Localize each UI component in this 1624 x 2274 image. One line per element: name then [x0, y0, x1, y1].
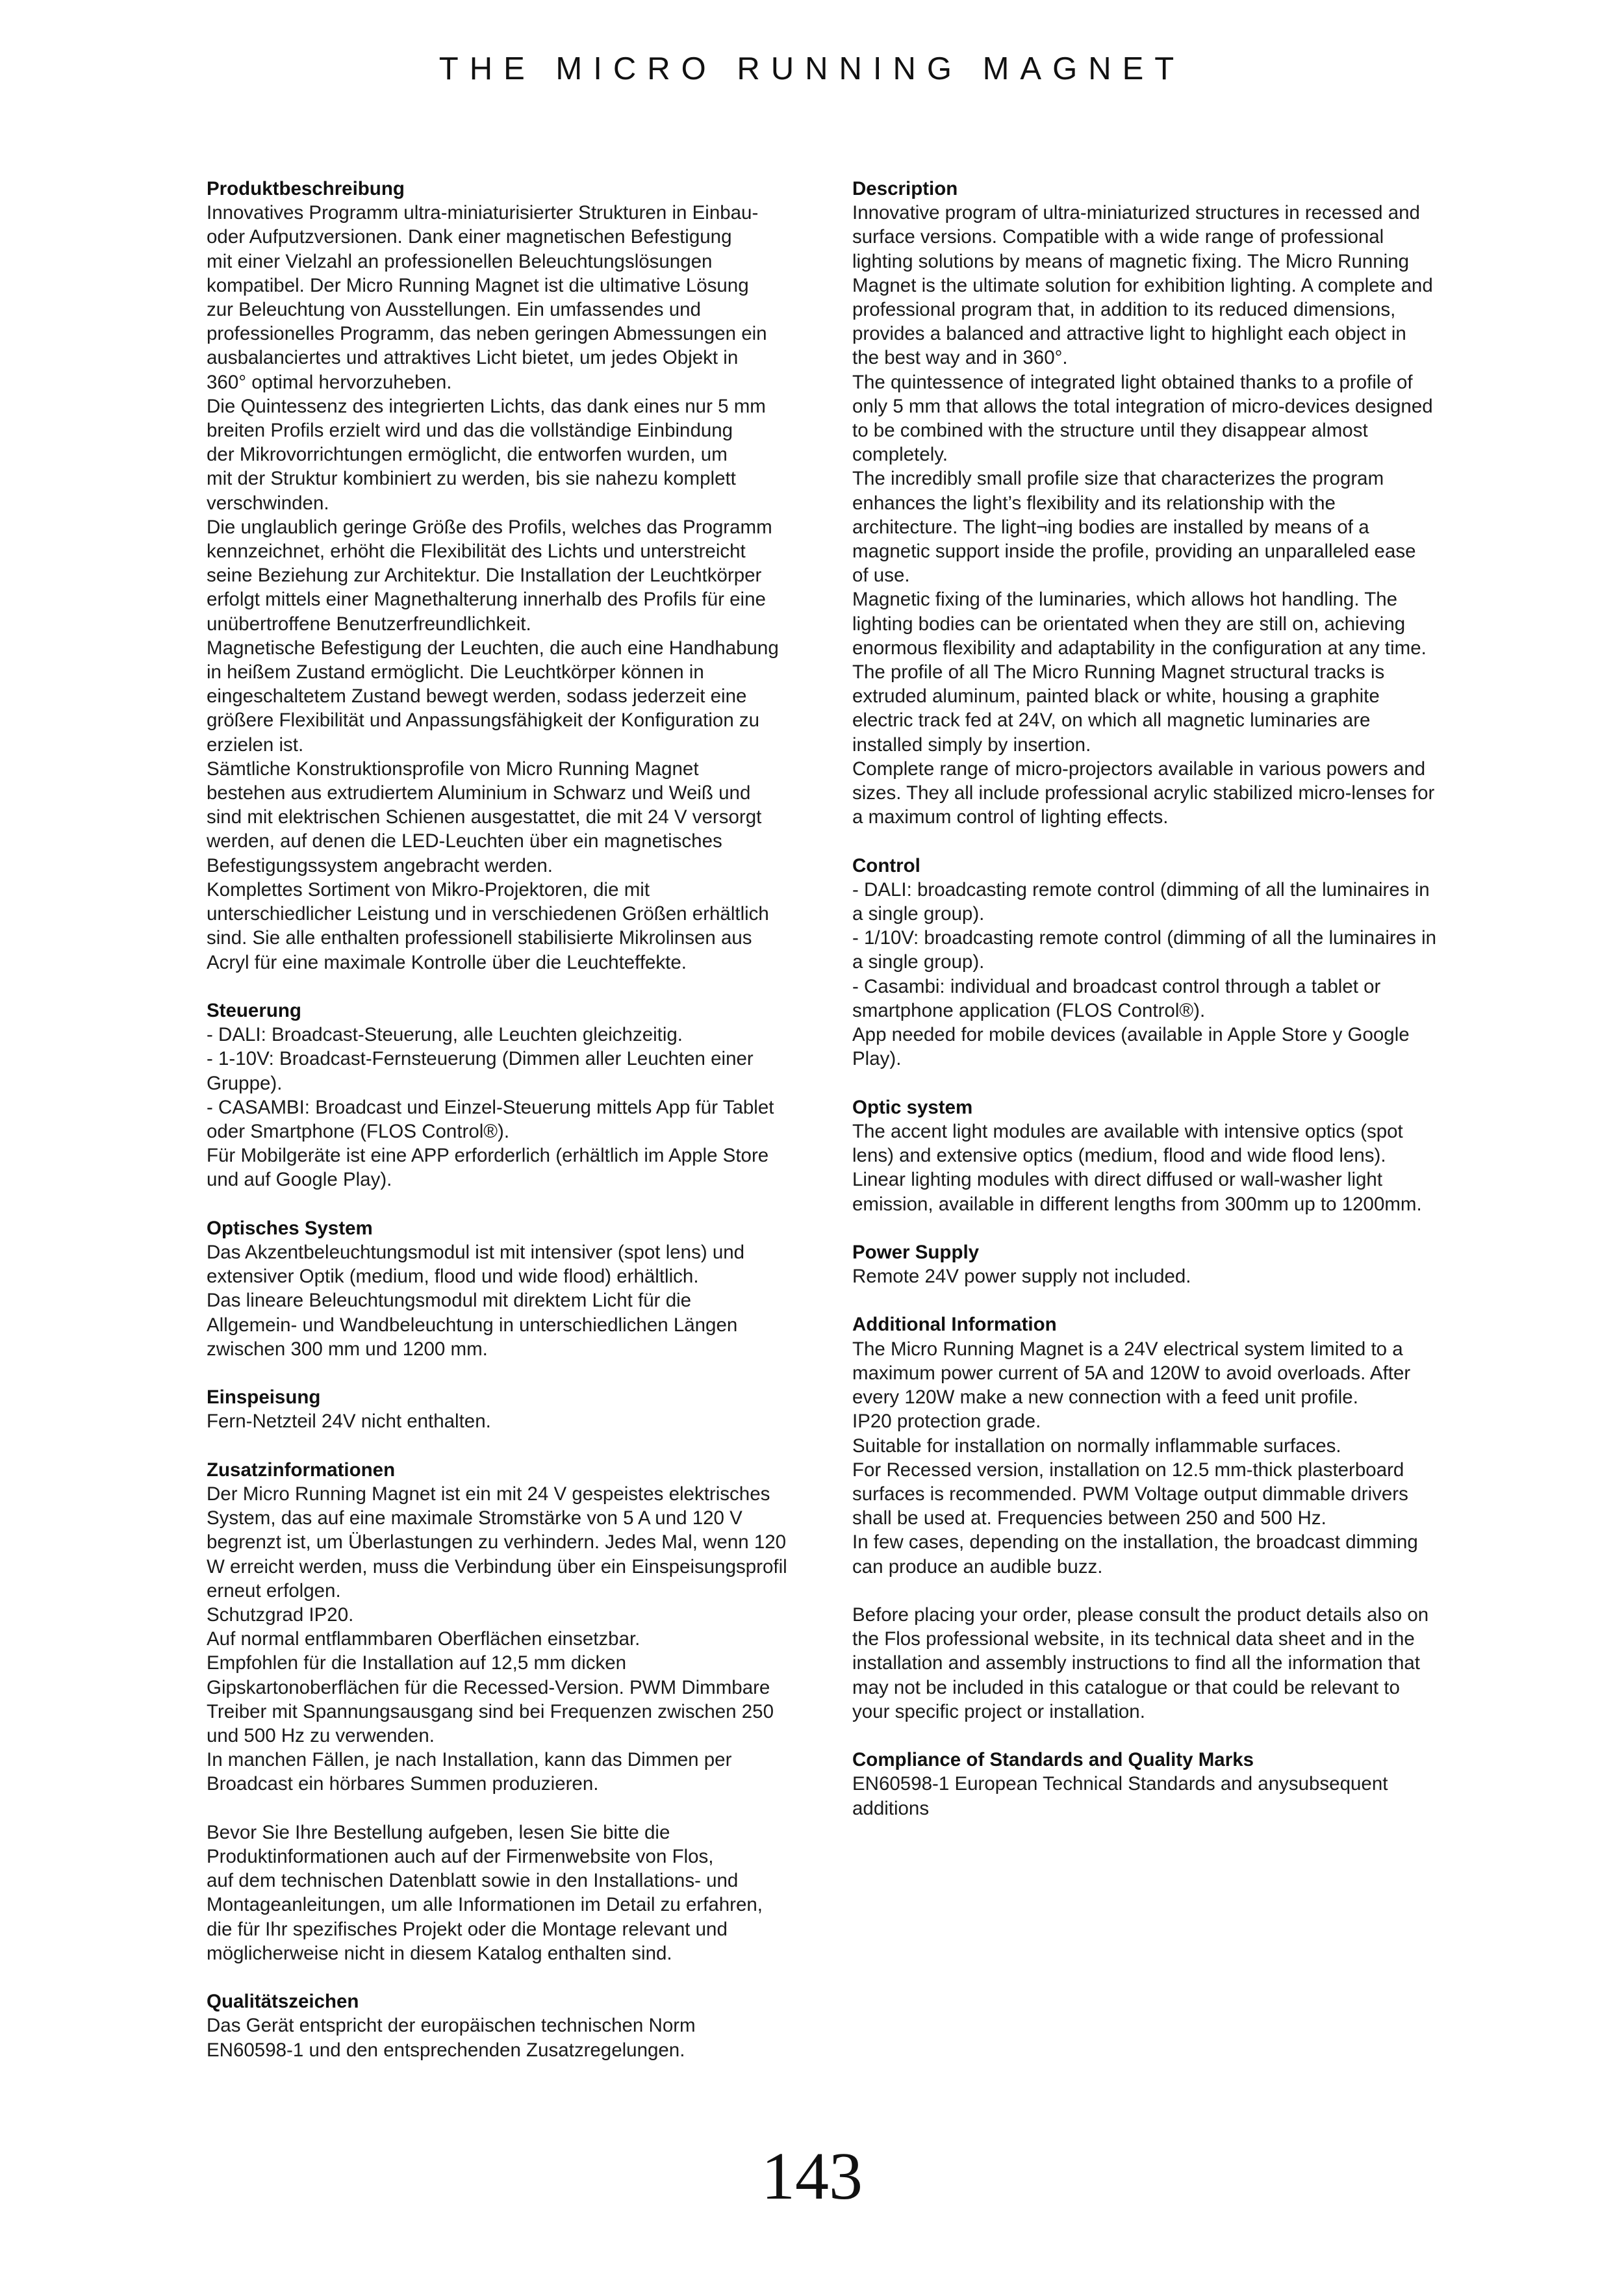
- text-line: Empfohlen für die Installation auf 12,5 mm dicken: [207, 1652, 627, 1674]
- text-line: surfaces is recommended. PWM Voltage output dimmable drivers: [852, 1483, 1408, 1505]
- text-line: your specific project or installation.: [852, 1700, 1145, 1722]
- text-line: Magnetische Befestigung der Leuchten, die auch eine Handhabung: [207, 637, 779, 659]
- text-line: Suitable for installation on normally inflammable surfaces.: [852, 1435, 1341, 1457]
- section-de-0: [207, 177, 830, 975]
- section-en-0: [852, 177, 1468, 829]
- text-line: werden, auf denen die LED-Leuchten über ein magnetisches: [207, 830, 722, 852]
- text-line: Das Akzentbeleuchtungsmodul ist mit intensiver (spot lens) und: [207, 1241, 745, 1263]
- text-line: - CASAMBI: Broadcast und Einzel-Steuerung mittels App für Tablet: [207, 1096, 774, 1118]
- text-line: The incredibly small profile size that characterizes the program: [852, 468, 1384, 490]
- text-line: oder Aufputzversionen. Dank einer magnetischen Befestigung: [207, 226, 732, 248]
- text-line: unterschiedlicher Leistung und in verschiedenen Größen erhältlich: [207, 903, 769, 925]
- text-line: 360° optimal hervorzuheben.: [207, 371, 452, 393]
- text-line: Die unglaublich geringe Größe des Profils, welches das Programm: [207, 516, 772, 538]
- section-de-6: [207, 1989, 830, 2062]
- text-line: Produktinformationen auch auf der Firmenwebsite von Flos,: [207, 1845, 714, 1867]
- text-line: Montageanleitungen, um alle Informationen im Detail zu erfahren,: [207, 1894, 763, 1916]
- text-line: Linear lighting modules with direct diffused or wall-washer light: [852, 1169, 1383, 1191]
- text-line: additions: [852, 1797, 930, 1819]
- text-line: professionelles Programm, das neben geringen Abmessungen ein: [207, 323, 767, 345]
- text-line: a single group).: [852, 903, 985, 925]
- text-line: kompatibel. Der Micro Running Magnet ist die ultimative Lösung: [207, 274, 749, 296]
- text-line: installation and assembly instructions to find all the information that: [852, 1652, 1420, 1674]
- text-line: Das lineare Beleuchtungsmodul mit direktem Licht für die: [207, 1290, 692, 1312]
- text-line: Before placing your order, please consult the product details also on: [852, 1603, 1429, 1626]
- text-line: In few cases, depending on the installation, the broadcast dimming: [852, 1531, 1418, 1553]
- text-line: erneut erfolgen.: [207, 1579, 341, 1602]
- text-line: bestehen aus extrudiertem Aluminium in Schwarz und Weiß und: [207, 782, 751, 804]
- text-line: completely.: [852, 444, 948, 466]
- text-line: Treiber mit Spannungsausgang sind bei Frequenzen zwischen 250: [207, 1700, 774, 1722]
- text-line: IP20 protection grade.: [852, 1411, 1041, 1433]
- text-line: The quintessence of integrated light obtained thanks to a profile of: [852, 371, 1413, 393]
- text-line: The Micro Running Magnet is a 24V electrical system limited to a: [852, 1338, 1403, 1360]
- text-line: - 1/10V: broadcasting remote control (dimming of all the luminaires in: [852, 927, 1437, 949]
- text-line: auf dem technischen Datenblatt sowie in den Installations- und: [207, 1870, 739, 1892]
- text-line: Innovative program of ultra-miniaturized structures in recessed and: [852, 202, 1420, 224]
- text-line: For Recessed version, installation on 12.5 mm-thick plasterboard: [852, 1459, 1404, 1481]
- section-en-3: [852, 1240, 1468, 1288]
- text-line: unübertroffene Benutzerfreundlichkeit.: [207, 613, 531, 635]
- section-heading: Qualitätszeichen: [207, 1991, 359, 2013]
- text-line: Gipskartonoberflächen für die Recessed-Version. PWM Dimmbare: [207, 1676, 770, 1698]
- text-line: die für Ihr spezifisches Projekt oder die Montage relevant und: [207, 1918, 728, 1940]
- text-line: may not be included in this catalogue or that could be relevant to: [852, 1676, 1400, 1698]
- text-line: Innovatives Programm ultra-miniaturisierter Strukturen in Einbau-: [207, 202, 759, 224]
- german-column: [207, 177, 830, 2086]
- text-line: enormous flexibility and adaptability in the configuration at any time.: [852, 637, 1427, 659]
- section-heading: Einspeisung: [207, 1386, 321, 1409]
- section-heading: Steuerung: [207, 999, 301, 1021]
- text-line: und 500 Hz zu verwenden.: [207, 1724, 435, 1746]
- text-line: Der Micro Running Magnet ist ein mit 24 V gespeistes elektrisches: [207, 1483, 770, 1505]
- text-line: the best way and in 360°.: [852, 347, 1068, 369]
- text-line: Komplettes Sortiment von Mikro-Projektoren, die mit: [207, 878, 650, 901]
- section-en-1: [852, 854, 1468, 1071]
- text-line: mit der Struktur kombiniert zu werden, bis sie nahezu komplett: [207, 468, 736, 490]
- text-line: - Casambi: individual and broadcast control through a tablet or: [852, 975, 1381, 997]
- text-line: zwischen 300 mm und 1200 mm.: [207, 1338, 488, 1360]
- text-line: zur Beleuchtung von Ausstellungen. Ein umfassendes und: [207, 299, 701, 321]
- text-line: Für Mobilgeräte ist eine APP erforderlich (erhältlich im Apple Store: [207, 1145, 769, 1167]
- text-line: to be combined with the structure until they disappear almost: [852, 420, 1368, 442]
- text-line: möglicherweise nicht in diesem Katalog enthalten sind.: [207, 1942, 672, 1964]
- text-line: sind mit elektrischen Schienen ausgestattet, die mit 24 V versorgt: [207, 806, 762, 828]
- text-line: Play).: [852, 1048, 902, 1070]
- text-line: Sämtliche Konstruktionsprofile von Micro Running Magnet: [207, 758, 699, 780]
- section-heading: Zusatzinformationen: [207, 1459, 396, 1481]
- text-line: oder Smartphone (FLOS Control®).: [207, 1120, 510, 1142]
- text-line: a single group).: [852, 951, 985, 973]
- section-heading: Power Supply: [852, 1241, 980, 1263]
- text-line: - 1-10V: Broadcast-Fernsteuerung (Dimmen aller Leuchten einer: [207, 1048, 754, 1070]
- text-line: kennzeichnet, erhöht die Flexibilität des Lichts und unterstreicht: [207, 541, 746, 563]
- section-en-2: [852, 1095, 1468, 1216]
- text-line: Remote 24V power supply not included.: [852, 1266, 1191, 1288]
- section-de-3: [207, 1385, 830, 1433]
- text-line: erfolgt mittels einer Magnethalterung innerhalb des Profils für eine: [207, 589, 766, 611]
- text-line: erzielen ist.: [207, 734, 304, 756]
- text-line: Gruppe).: [207, 1072, 283, 1094]
- section-en-5: [852, 1603, 1468, 1724]
- text-line: W erreicht werden, muss die Verbindung über ein Einspeisungsprofil: [207, 1555, 787, 1578]
- text-line: App needed for mobile devices (available in Apple Store y Google: [852, 1024, 1410, 1046]
- page-title: THE MICRO RUNNING MAGNET: [438, 51, 1186, 86]
- text-line: EN60598-1 und den entsprechenden Zusatzregelungen.: [207, 2039, 685, 2061]
- text-line: shall be used at. Frequencies between 250 and 500 Hz.: [852, 1507, 1326, 1529]
- text-line: lighting bodies can be orientated when they are still on, achieving: [852, 613, 1406, 635]
- text-line: eingeschaltetem Zustand bewegt werden, sodass jederzeit eine: [207, 685, 747, 708]
- page-number: 143: [761, 2139, 863, 2214]
- section-en-4: [852, 1312, 1468, 1578]
- text-line: Broadcast ein hörbares Summen produzieren.: [207, 1773, 599, 1795]
- text-line: Fern-Netzteil 24V nicht enthalten.: [207, 1411, 491, 1433]
- text-line: The accent light modules are available with intensive optics (spot: [852, 1120, 1403, 1142]
- section-heading: Optic system: [852, 1096, 973, 1118]
- section-de-5: [207, 1820, 830, 1965]
- text-line: electric track fed at 24V, on which all magnetic luminaries are: [852, 709, 1371, 732]
- section-de-1: [207, 999, 830, 1192]
- text-line: sizes. They all include professional acrylic stabilized micro-lenses for: [852, 782, 1435, 804]
- text-line: und auf Google Play).: [207, 1169, 392, 1191]
- section-heading: Produktbeschreibung: [207, 178, 405, 199]
- text-line: enhances the light’s flexibility and its relationship with the: [852, 492, 1336, 514]
- text-line: größere Flexibilität und Anpassungsfähigkeit der Konfiguration zu: [207, 709, 760, 732]
- text-line: begrenzt ist, um Überlastungen zu verhindern. Jedes Mal, wenn 120: [207, 1531, 787, 1553]
- text-line: The profile of all The Micro Running Magnet structural tracks is: [852, 661, 1385, 683]
- text-line: Auf normal entflammbaren Oberflächen einsetzbar.: [207, 1628, 641, 1650]
- text-line: EN60598-1 European Technical Standards and anysubsequent: [852, 1773, 1388, 1795]
- text-line: In manchen Fällen, je nach Installation, kann das Dimmen per: [207, 1749, 732, 1771]
- text-line: Schutzgrad IP20.: [207, 1603, 354, 1626]
- text-line: sind. Sie alle enthalten professionell stabilisierte Mikrolinsen aus: [207, 927, 752, 949]
- text-line: Magnet is the ultimate solution for exhibition lighting. A complete and: [852, 274, 1433, 296]
- text-line: magnetic support inside the profile, providing an unparalleled ease: [852, 541, 1416, 563]
- text-line: ausbalanciertes und attraktives Licht bietet, um jedes Objekt in: [207, 347, 739, 369]
- text-line: Die Quintessenz des integrierten Lichts, das dank eines nur 5 mm: [207, 395, 766, 417]
- text-line: the Flos professional website, in its technical data sheet and in the: [852, 1628, 1415, 1650]
- section-heading: Additional Information: [852, 1314, 1057, 1336]
- section-de-4: [207, 1458, 830, 1796]
- text-line: breiten Profils erzielt wird und das die vollständige Einbindung: [207, 420, 733, 442]
- text-line: Acryl für eine maximale Kontrolle über die Leuchteffekte.: [207, 951, 687, 973]
- english-column: [852, 177, 1468, 1845]
- text-line: Bevor Sie Ihre Bestellung aufgeben, lesen Sie bitte die: [207, 1821, 670, 1843]
- text-line: in heißem Zustand ermöglicht. Die Leuchtkörper können in: [207, 661, 704, 683]
- text-line: System, das auf eine maximale Stromstärke von 5 A und 120 V: [207, 1507, 742, 1529]
- text-line: lighting solutions by means of magnetic fixing. The Micro Running: [852, 250, 1410, 272]
- text-line: installed simply by insertion.: [852, 734, 1091, 756]
- section-heading: Control: [852, 854, 920, 876]
- text-line: surface versions. Compatible with a wide range of professional: [852, 226, 1384, 248]
- text-line: emission, available in different lengths from 300mm up to 1200mm.: [852, 1193, 1422, 1215]
- text-line: der Mikrovorrichtungen ermöglicht, die entworfen wurden, um: [207, 444, 728, 466]
- text-line: mit einer Vielzahl an professionellen Beleuchtungslösungen: [207, 250, 713, 272]
- section-heading: Description: [852, 178, 958, 199]
- text-line: Complete range of micro-projectors available in various powers and: [852, 758, 1426, 780]
- text-line: Magnetic fixing of the luminaries, which allows hot handling. The: [852, 589, 1398, 611]
- section-heading: Optisches System: [207, 1217, 373, 1239]
- section-en-6: [852, 1748, 1468, 1820]
- text-line: lens) and extensive optics (medium, flood and wide flood lens).: [852, 1145, 1386, 1167]
- text-line: verschwinden.: [207, 492, 329, 514]
- text-line: provides a balanced and attractive light to highlight each object in: [852, 323, 1406, 345]
- section-heading: Compliance of Standards and Quality Marks: [852, 1749, 1254, 1771]
- text-line: Befestigungssystem angebracht werden.: [207, 854, 553, 876]
- text-line: of use.: [852, 565, 910, 587]
- text-line: Das Gerät entspricht der europäischen technischen Norm: [207, 2015, 696, 2037]
- section-de-2: [207, 1216, 830, 1361]
- text-line: - DALI: Broadcast-Steuerung, alle Leuchten gleichzeitig.: [207, 1024, 683, 1046]
- text-line: every 120W make a new connection with a feed unit profile.: [852, 1386, 1358, 1409]
- text-line: architecture. The light¬ing bodies are installed by means of a: [852, 516, 1369, 538]
- text-line: can produce an audible buzz.: [852, 1555, 1103, 1578]
- text-line: maximum power current of 5A and 120W to avoid overloads. After: [852, 1362, 1411, 1384]
- text-line: - DALI: broadcasting remote control (dimming of all the luminaires in: [852, 878, 1430, 901]
- text-line: Allgemein- und Wandbeleuchtung in unterschiedlichen Längen: [207, 1314, 738, 1336]
- text-line: smartphone application (FLOS Control®).: [852, 999, 1206, 1021]
- text-line: seine Beziehung zur Architektur. Die Installation der Leuchtkörper: [207, 565, 762, 587]
- text-line: only 5 mm that allows the total integration of micro-devices designed: [852, 395, 1433, 417]
- text-line: professional program that, in addition to its reduced dimensions,: [852, 299, 1396, 321]
- text-line: a maximum control of lighting effects.: [852, 806, 1169, 828]
- text-line: extruded aluminum, painted black or white, housing a graphite: [852, 685, 1380, 708]
- text-line: extensiver Optik (medium, flood und wide flood) erhältlich.: [207, 1266, 699, 1288]
